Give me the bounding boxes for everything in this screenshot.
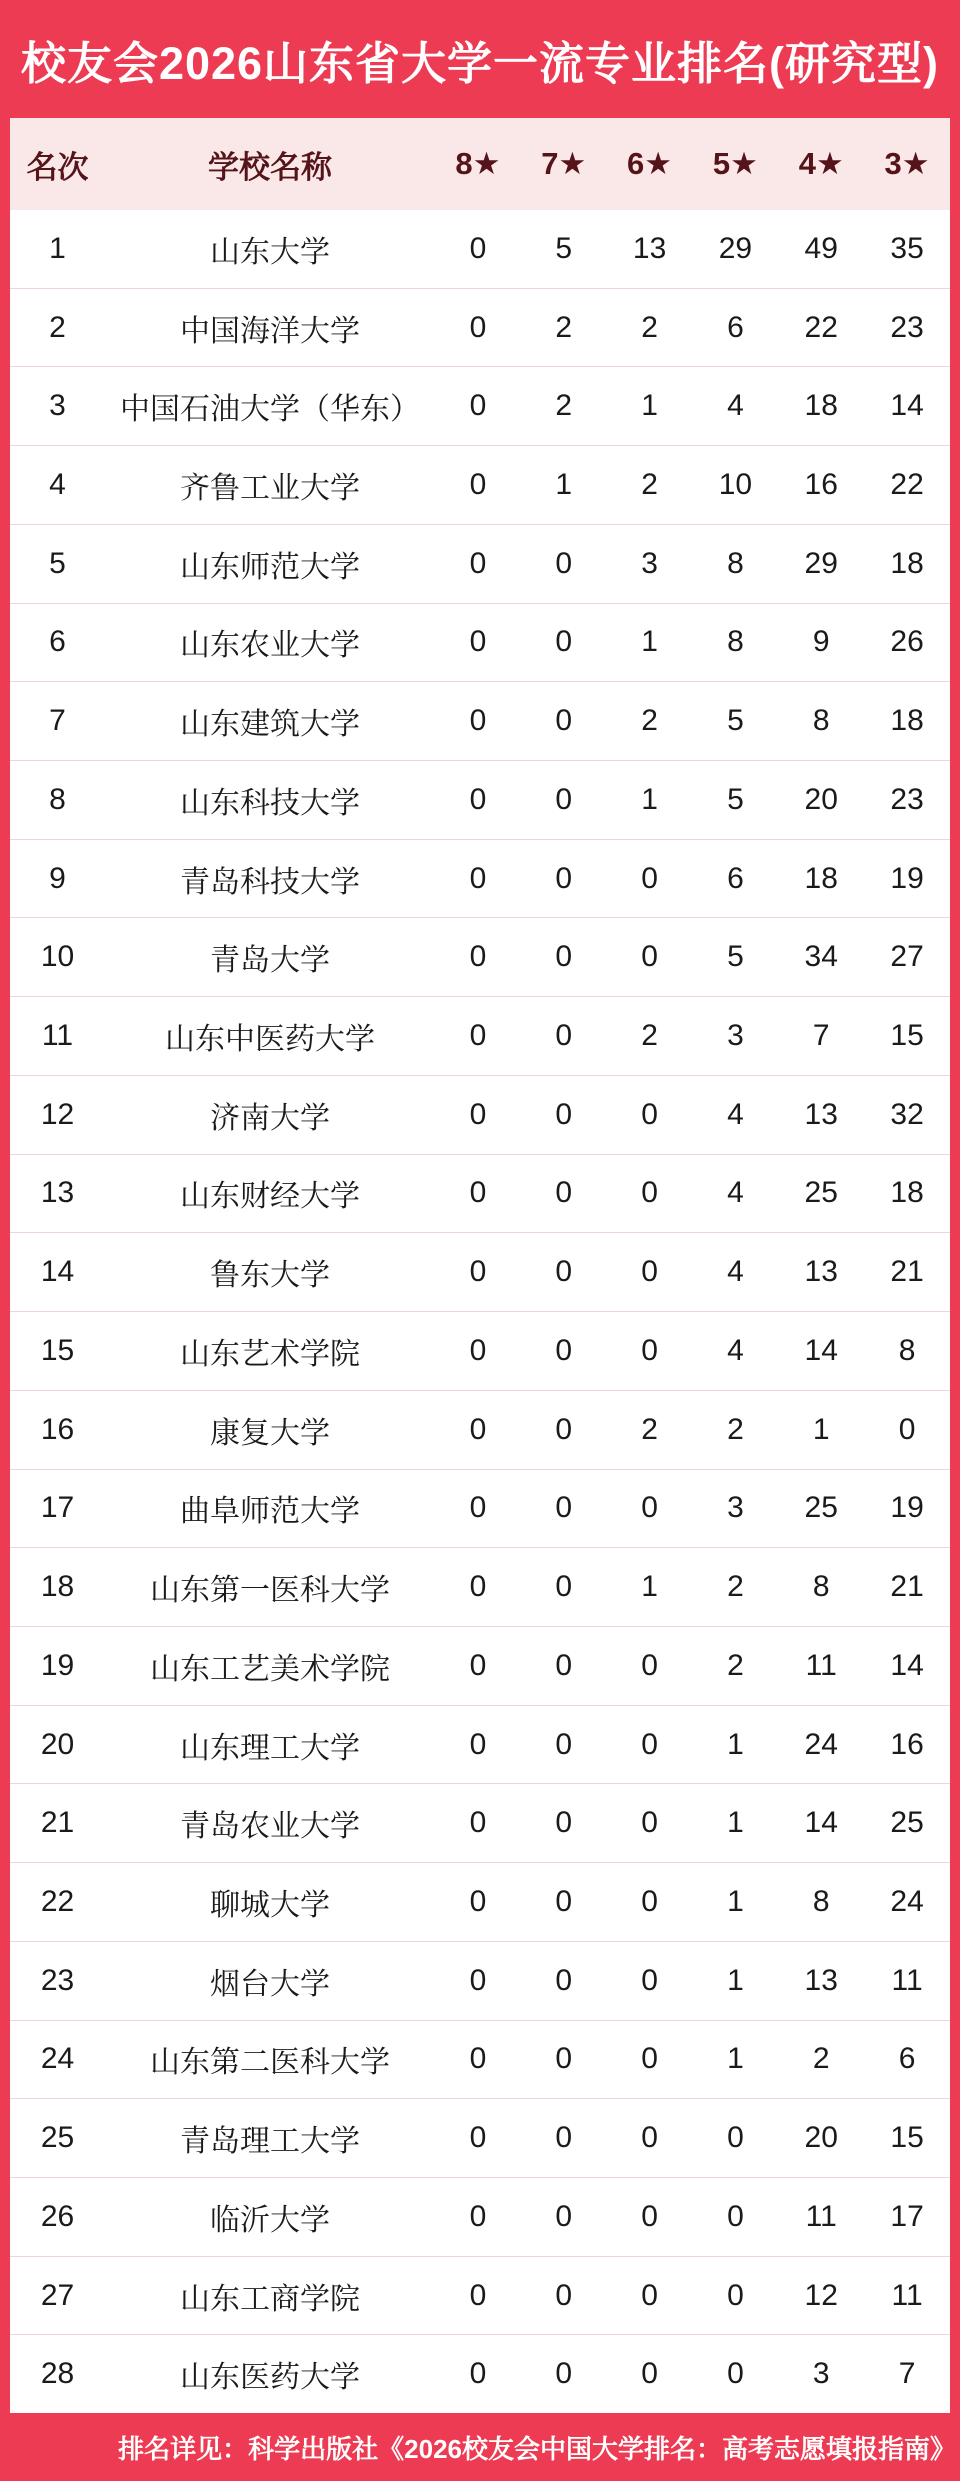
school-name-cell: 山东艺术学院 [180,1337,360,1371]
star7-cell: 0 [555,2199,573,2233]
star4-cell: 8 [812,704,830,738]
rank-cell: 21 [40,1806,75,1840]
star8-cell: 0 [469,310,487,344]
star6-cell: 0 [641,1806,658,1840]
star7-cell: 0 [555,1570,573,1604]
star5-cell: 1 [727,1727,744,1761]
star6-cell: 0 [641,2278,658,2312]
rank-cell: 4 [49,468,66,502]
star8-cell: 0 [469,1019,487,1053]
star8-cell: 0 [469,1884,487,1918]
star7-cell: 0 [555,2278,573,2312]
star6-cell: 0 [641,1176,658,1210]
star4-cell: 11 [805,2199,837,2233]
star4-cell: 24 [804,1727,838,1761]
table-row [10,1626,950,1705]
rank-cell: 7 [49,704,66,738]
star8-cell: 0 [469,625,487,659]
table-row [10,839,950,918]
star4-cell: 29 [804,546,838,580]
star6-cell: 3 [641,546,658,580]
star7-cell: 0 [555,1333,573,1367]
column-header-3-star: 3★ [884,146,930,181]
star8-cell: 0 [469,2199,487,2233]
table-row [10,1311,950,1390]
table-row [10,2098,950,2177]
star4-cell: 49 [804,231,838,265]
table-row [10,996,950,1075]
star6-cell: 0 [641,1255,658,1289]
school-name-cell: 临沂大学 [210,2203,330,2237]
table-row [10,1075,950,1154]
star3-cell: 26 [890,625,924,659]
rank-cell: 15 [40,1333,75,1367]
star8-cell: 0 [469,1491,487,1525]
page-title: 校友会2026山东省大学一流专业排名(研究型) [20,37,940,89]
star8-cell: 0 [469,1963,487,1997]
rank-cell: 9 [49,861,66,895]
star3-cell: 21 [890,1255,924,1289]
star6-cell: 0 [641,940,658,974]
star7-cell: 0 [555,1019,573,1053]
star4-cell: 14 [804,1806,838,1840]
rank-cell: 13 [40,1176,75,1210]
column-header-7-star: 7★ [541,146,587,181]
star4-cell: 3 [812,2357,830,2391]
star5-cell: 0 [727,2278,744,2312]
title-band [0,0,960,118]
star4-cell: 34 [804,940,838,974]
star3-cell: 21 [890,1570,924,1604]
star3-cell: 6 [898,2042,916,2076]
column-header-school-name: 学校名称 [208,149,332,185]
rank-cell: 18 [40,1570,75,1604]
rank-cell: 26 [40,2199,75,2233]
footer-band [0,2413,960,2481]
school-name-cell: 山东大学 [210,235,330,269]
star7-cell: 0 [555,1412,573,1446]
star3-cell: 17 [890,2199,924,2233]
rank-cell: 11 [41,1019,74,1053]
star8-cell: 0 [469,1412,487,1446]
star7-cell: 0 [555,1491,573,1525]
column-header-rank: 名次 [26,149,89,185]
school-name-cell: 山东第一医科大学 [150,1574,390,1608]
star5-cell: 1 [727,1884,744,1918]
rank-cell: 8 [49,782,66,816]
school-name-cell: 青岛农业大学 [180,1810,360,1844]
school-name-cell: 山东医药大学 [180,2361,360,2395]
table-row [10,445,950,524]
star5-cell: 0 [727,2199,744,2233]
star4-cell: 14 [804,1333,838,1367]
star7-cell: 2 [555,389,573,423]
star5-cell: 5 [727,782,744,816]
star8-cell: 0 [469,231,487,265]
star5-cell: 10 [718,468,753,502]
school-name-cell: 山东农业大学 [180,629,360,663]
star8-cell: 0 [469,1176,487,1210]
star4-cell: 13 [804,1097,838,1131]
star5-cell: 2 [727,1412,744,1446]
star3-cell: 27 [890,940,924,974]
star7-cell: 0 [555,2042,573,2076]
school-name-cell: 山东建筑大学 [180,708,360,742]
star7-cell: 0 [555,940,573,974]
star7-cell: 0 [555,1806,573,1840]
star6-cell: 2 [641,310,658,344]
star5-cell: 3 [727,1019,744,1053]
star6-cell: 2 [641,1412,658,1446]
rank-cell: 10 [40,940,75,974]
star3-cell: 8 [898,1333,916,1367]
star7-cell: 0 [555,2121,573,2155]
table-row [10,2334,950,2413]
star7-cell: 0 [555,1963,573,1997]
star7-cell: 0 [555,2357,573,2391]
school-name-cell: 山东理工大学 [180,1731,360,1765]
school-name-cell: 中国石油大学（华东） [120,393,420,427]
star3-cell: 15 [890,2121,924,2155]
school-name-cell: 聊城大学 [210,1888,330,1922]
star7-cell: 0 [555,1176,573,1210]
school-name-cell: 山东科技大学 [180,786,360,820]
star7-cell: 5 [555,231,573,265]
rank-cell: 5 [49,546,66,580]
star4-cell: 13 [804,1963,838,1997]
star8-cell: 0 [469,389,487,423]
ranking-table [10,118,950,2413]
table-row [10,524,950,603]
star4-cell: 22 [804,310,838,344]
star7-cell: 0 [555,782,573,816]
rank-cell: 16 [40,1412,75,1446]
star3-cell: 23 [890,782,924,816]
star6-cell: 0 [641,1963,658,1997]
column-header-8-star: 8★ [455,146,501,181]
star4-cell: 13 [804,1255,838,1289]
star3-cell: 16 [890,1727,924,1761]
table-row [10,1469,950,1548]
star6-cell: 2 [641,468,658,502]
star7-cell: 0 [555,1884,573,1918]
star6-cell: 0 [641,2121,658,2155]
table-row [10,1154,950,1233]
star4-cell: 18 [804,389,838,423]
school-name-cell: 山东中医药大学 [165,1023,375,1057]
star8-cell: 0 [469,2042,487,2076]
star8-cell: 0 [469,1333,487,1367]
star6-cell: 2 [641,704,658,738]
rank-cell: 28 [40,2357,75,2391]
star7-cell: 0 [555,625,573,659]
star8-cell: 0 [469,704,487,738]
star5-cell: 1 [727,1963,744,1997]
star4-cell: 11 [805,1648,837,1682]
rank-cell: 17 [40,1491,75,1525]
star3-cell: 18 [890,1176,924,1210]
star3-cell: 18 [890,704,924,738]
star6-cell: 0 [641,1648,658,1682]
star7-cell: 2 [555,310,573,344]
table-row [10,288,950,367]
star6-cell: 0 [641,1097,658,1131]
school-name-cell: 鲁东大学 [210,1259,330,1293]
rank-cell: 20 [40,1727,75,1761]
star5-cell: 5 [727,940,744,974]
star7-cell: 0 [555,1097,573,1131]
star4-cell: 9 [812,625,830,659]
star6-cell: 1 [641,1570,658,1604]
column-header-5-star: 5★ [712,146,758,181]
star7-cell: 0 [555,1727,573,1761]
rank-cell: 25 [40,2121,75,2155]
star8-cell: 0 [469,468,487,502]
table-row [10,1941,950,2020]
star5-cell: 29 [718,231,753,265]
star3-cell: 32 [890,1097,924,1131]
star8-cell: 0 [469,1727,487,1761]
school-name-cell: 济南大学 [210,1101,330,1135]
star3-cell: 19 [890,1491,924,1525]
star8-cell: 0 [469,2357,487,2391]
star7-cell: 0 [555,861,573,895]
star6-cell: 1 [641,389,658,423]
star7-cell: 0 [555,1648,573,1682]
table-row [10,1705,950,1784]
star4-cell: 7 [812,1019,830,1053]
rank-cell: 27 [40,2278,75,2312]
star5-cell: 5 [727,704,744,738]
school-name-cell: 山东财经大学 [180,1180,360,1214]
table-row [10,2256,950,2335]
star6-cell: 0 [641,2042,658,2076]
school-name-cell: 山东师范大学 [180,550,360,584]
star3-cell: 18 [890,546,924,580]
table-row [10,603,950,682]
rank-cell: 22 [40,1884,75,1918]
star7-cell: 0 [555,1255,573,1289]
star8-cell: 0 [469,940,487,974]
table-row [10,1547,950,1626]
star8-cell: 0 [469,1806,487,1840]
star8-cell: 0 [469,546,487,580]
star3-cell: 7 [898,2357,916,2391]
school-name-cell: 山东工商学院 [180,2282,360,2316]
school-name-cell: 青岛科技大学 [180,865,360,899]
star5-cell: 0 [727,2357,744,2391]
school-name-cell: 曲阜师范大学 [180,1495,360,1529]
rank-cell: 14 [40,1255,75,1289]
star5-cell: 4 [727,1097,744,1131]
star6-cell: 0 [641,861,658,895]
column-header-6-star: 6★ [627,146,673,181]
star8-cell: 0 [469,1255,487,1289]
star5-cell: 1 [727,1806,744,1840]
star6-cell: 0 [641,1884,658,1918]
star6-cell: 0 [641,1491,658,1525]
rank-cell: 24 [40,2042,75,2076]
star6-cell: 2 [641,1019,658,1053]
star3-cell: 0 [898,1412,916,1446]
star3-cell: 11 [891,2278,923,2312]
star3-cell: 35 [890,231,924,265]
rank-cell: 6 [49,625,66,659]
star6-cell: 0 [641,2357,658,2391]
star4-cell: 2 [812,2042,830,2076]
school-name-cell: 康复大学 [210,1416,330,1450]
star6-cell: 1 [641,782,658,816]
star3-cell: 23 [890,310,924,344]
star4-cell: 18 [804,861,838,895]
star8-cell: 0 [469,1097,487,1131]
star7-cell: 1 [555,468,573,502]
star5-cell: 3 [727,1491,744,1525]
star4-cell: 16 [804,468,838,502]
star5-cell: 0 [727,2121,744,2155]
table-row [10,1783,950,1862]
star4-cell: 8 [812,1884,830,1918]
school-name-cell: 中国海洋大学 [180,314,360,348]
star5-cell: 6 [727,310,744,344]
star4-cell: 20 [804,2121,838,2155]
star8-cell: 0 [469,1570,487,1604]
star5-cell: 2 [727,1570,744,1604]
star4-cell: 1 [812,1412,830,1446]
star3-cell: 11 [891,1963,923,1997]
star6-cell: 0 [641,1333,658,1367]
rank-cell: 19 [40,1648,75,1682]
table-row [10,366,950,445]
school-name-cell: 烟台大学 [210,1967,330,2001]
star3-cell: 14 [890,1648,924,1682]
star4-cell: 12 [804,2278,838,2312]
star5-cell: 4 [727,389,744,423]
star4-cell: 8 [812,1570,830,1604]
star7-cell: 0 [555,704,573,738]
star5-cell: 4 [727,1176,744,1210]
school-name-cell: 青岛大学 [210,944,330,978]
rank-cell: 23 [40,1963,75,1997]
school-name-cell: 山东工艺美术学院 [150,1652,390,1686]
footer-source-note: 排名详见：科学出版社《2026校友会中国大学排名：高考志愿填报指南》 [118,2433,956,2464]
star7-cell: 0 [555,546,573,580]
star6-cell: 13 [632,231,667,265]
star5-cell: 4 [727,1333,744,1367]
school-name-cell: 齐鲁工业大学 [180,472,360,506]
star6-cell: 0 [641,1727,658,1761]
star5-cell: 2 [727,1648,744,1682]
rank-cell: 1 [49,231,66,265]
rank-cell: 3 [49,389,66,423]
star3-cell: 19 [890,861,924,895]
school-name-cell: 山东第二医科大学 [150,2046,390,2080]
table-row [10,210,950,288]
table-row [10,681,950,760]
star8-cell: 0 [469,2121,487,2155]
star3-cell: 14 [890,389,924,423]
star5-cell: 1 [727,2042,744,2076]
star5-cell: 6 [727,861,744,895]
table-row [10,1862,950,1941]
star5-cell: 4 [727,1255,744,1289]
star3-cell: 24 [890,1884,924,1918]
star4-cell: 25 [804,1491,838,1525]
star5-cell: 8 [727,546,744,580]
star8-cell: 0 [469,861,487,895]
star6-cell: 0 [641,2199,658,2233]
table-row [10,1232,950,1311]
star3-cell: 15 [890,1019,924,1053]
rank-cell: 2 [49,310,66,344]
table-row [10,1390,950,1469]
table-row [10,760,950,839]
star3-cell: 25 [890,1806,924,1840]
table-body [10,210,950,2413]
table-row [10,2020,950,2099]
column-header-4-star: 4★ [798,146,844,181]
star3-cell: 22 [890,468,924,502]
table-header-row [10,118,950,210]
school-name-cell: 青岛理工大学 [180,2125,360,2159]
star8-cell: 0 [469,2278,487,2312]
star6-cell: 1 [641,625,658,659]
star5-cell: 8 [727,625,744,659]
star8-cell: 0 [469,782,487,816]
star4-cell: 25 [804,1176,838,1210]
star4-cell: 20 [804,782,838,816]
table-row [10,917,950,996]
table-row [10,2177,950,2256]
star8-cell: 0 [469,1648,487,1682]
rank-cell: 12 [40,1097,75,1131]
